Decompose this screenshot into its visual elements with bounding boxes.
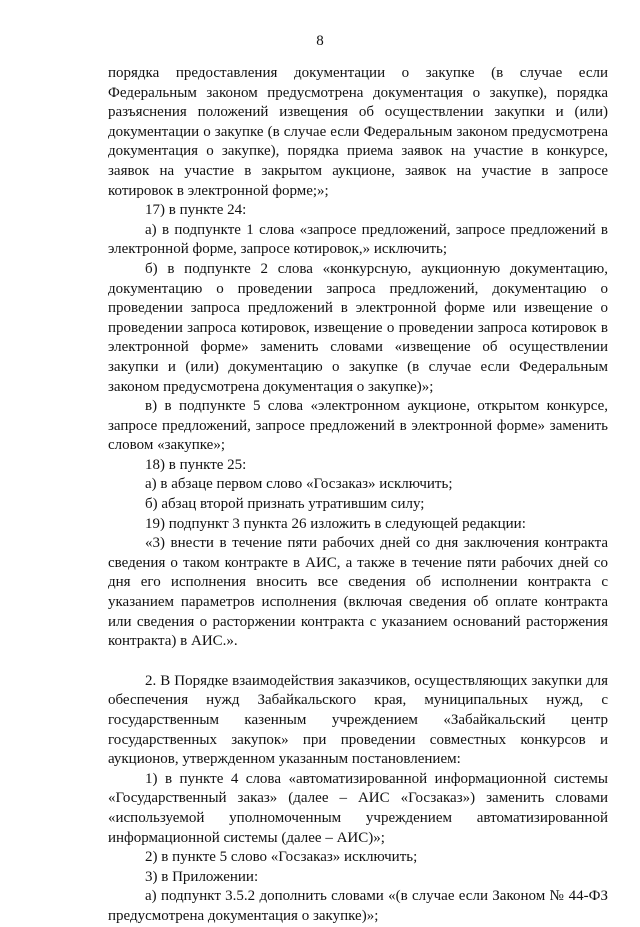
page-number: 8 [316, 33, 324, 49]
paragraph-item-19: 19) подпункт 3 пункта 26 изложить в следующей редакции: [145, 515, 526, 532]
paragraph-item-19-quote: «3) внести в течение пяти рабочих дней со дня заключения контракта сведения о таком контракте в АИС, а также в течение пяти рабочих дней со дня его исполнения вносить все сведения об исполнении контракта с указанием параметров исполнения (включая сведения об оплате контракта или сведения о расторжении контракта с указанием оснований расторжения контракта) в АИС.». [108, 535, 608, 650]
document-body [108, 64, 608, 927]
paragraph-item-17-a: а) в подпункте 1 слова «запросе предложений, запросе предложений в электронной форме, запросе котировок,» исключить; [108, 221, 608, 258]
paragraph-item-18-a: а) в абзаце первом слово «Госзаказ» исключить; [145, 476, 453, 493]
paragraph-item-18: 18) в пункте 25: [145, 456, 247, 473]
paragraph-item-17: 17) в пункте 24: [145, 202, 247, 219]
paragraph-section-2-item-3: 3) в Приложении: [145, 868, 259, 885]
paragraph-section-2-item-2: 2) в пункте 5 слово «Госзаказ» исключить; [145, 849, 418, 866]
paragraph-item-17-v: в) в подпункте 5 слова «электронном аукционе, открытом конкурсе, запросе предложений, запросе предложений в электронной форме» заменить словом «закупке»; [108, 398, 608, 454]
paragraph-section-2-item-1: 1) в пункте 4 слова «автоматизированной информационной системы «Государственный заказ» (далее – АИС «Госзаказ») заменить словами «используемой уполномоченным учреждением автоматизированной информационной системы (далее – АИС)»; [108, 770, 608, 846]
paragraph-item-18-b: б) абзац второй признать утратившим силу; [145, 496, 425, 513]
paragraph-section-2: 2. В Порядке взаимодействия заказчиков, осуществляющих закупки для обеспечения нужд Забайкальского края, муниципальных нужд, с государственным казенным учреждением «Забайкальский центр государственных закупок» при проведении совместных конкурсов и аукционов, утвержденном указанным постановлением: [108, 672, 608, 768]
paragraph-item-17-b: б) в подпункте 2 слова «конкурсную, аукционную документацию, документацию о проведении запроса предложений, документацию о проведении запроса предложений в электронной форме или извещение о проведении запроса котировок, извещение о проведении запроса котировок в электронной форме» заменить словами «извещение об осуществлении закупки и (или) документацию о закупке (в случае если Федеральным законом предусмотрена документация о закупке)»; [108, 260, 608, 395]
paragraph-section-2-item-3-a: а) подпункт 3.5.2 дополнить словами «(в случае если Законом № 44-ФЗ предусмотрена документация о закупке)»; [108, 888, 608, 924]
paragraph-continuation: порядка предоставления документации о закупке (в случае если Федеральным законом предусмотрена документация о закупке), порядка разъяснения положений извещения об осуществлении закупки и (или) документации о закупке (в случае если Федеральным законом предусмотрена документация о закупке), порядка приема заявок на участие в конкурсе, заявок на участие в закрытом аукционе, заявок на участие в запросе котировок в электронной форме;»; [108, 65, 608, 199]
